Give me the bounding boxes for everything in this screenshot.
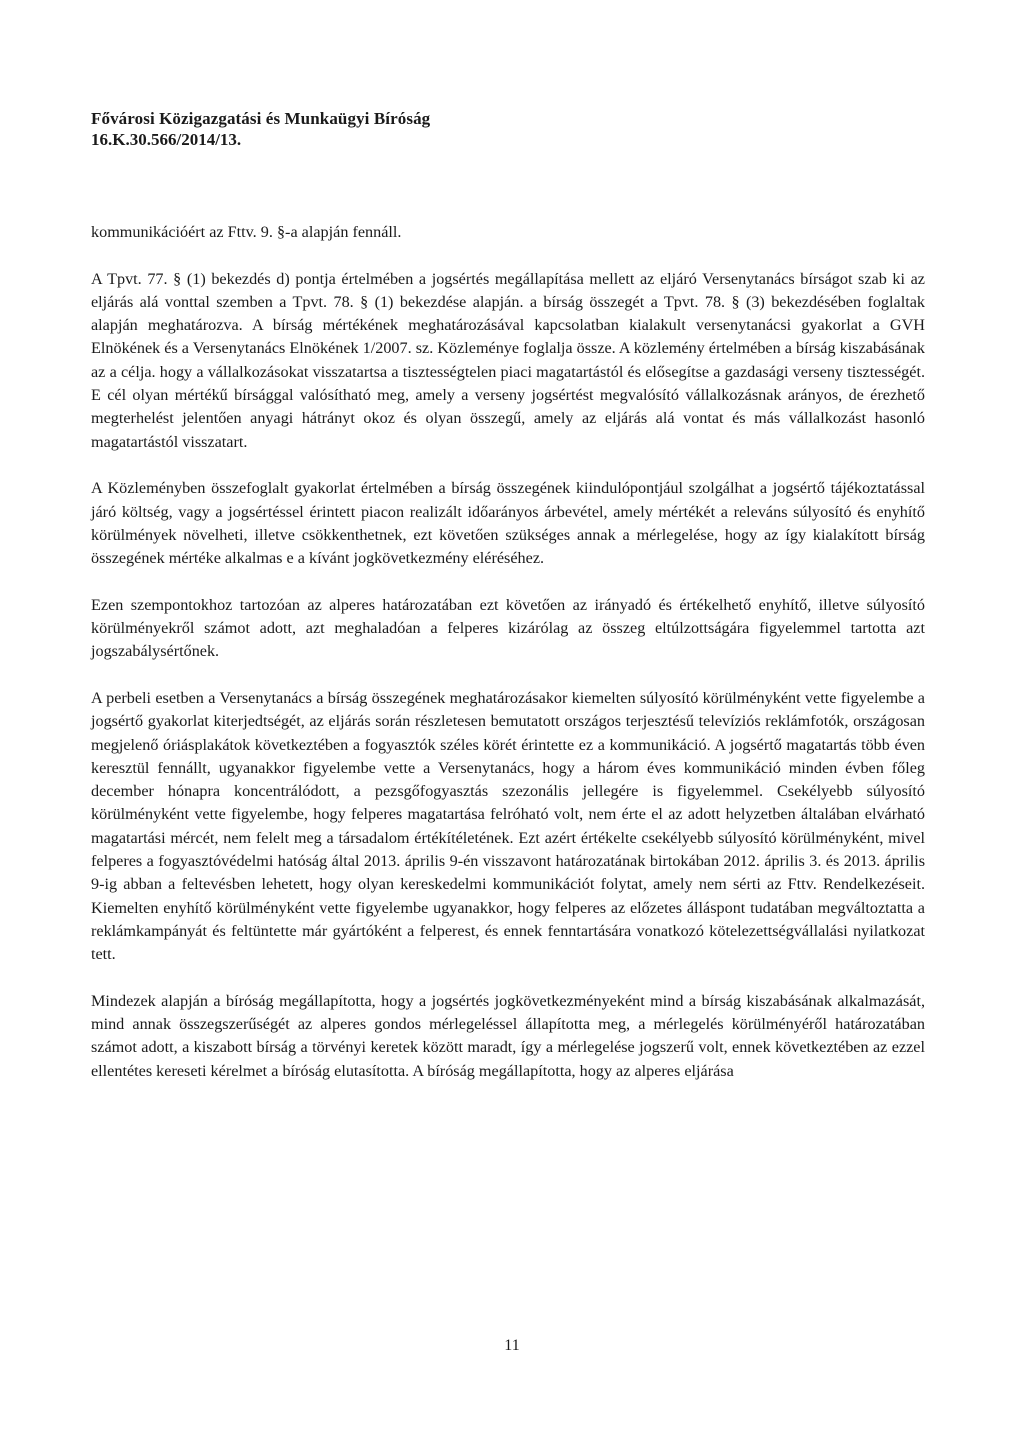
- case-number: 16.K.30.566/2014/13.: [91, 130, 242, 149]
- paragraph-defendant-considerations: Ezen szempontokhoz tartozóan az alperes határozatában ezt követően az irányadó és értékelhető enyhítő, illetve súlyosító körülményekről számot adott, azt meghaladóan a felperes kizárólag az összeg eltúlzottságára figyelemmel tartotta azt jogszabálysértőnek.: [91, 595, 925, 661]
- paragraph-notice-practice: A Közleményben összefoglalt gyakorlat értelmében a bírság összegének kiindulópontjául szolgálhat a jogsértő tájékoztatással járó költség, vagy a jogsértéssel érintett piacon realizált időarányos árbevétel, amely mértékét a releváns súlyosító és enyhítő körülmények növelheti, illetve csökkenthetnek, ezt követően szükséges annak a mérlegelése, hogy az így kialakított bírság összegének mértéke alkalmas e a kívánt jogkövetkezmény eléréséhez.: [91, 479, 925, 568]
- document-body: [91, 221, 925, 1106]
- court-name: Fővárosi Közigazgatási és Munkaügyi Bíróság: [91, 109, 431, 128]
- paragraph-court-conclusion: Mindezek alapján a bíróság megállapította, hogy a jogsértés jogkövetkezményeként mind a bírság kiszabásának alkalmazását, mind annak összegszerűségét az alperes gondos mérlegeléssel állapította meg, a mérlegelés körülményéről határozatában számot adott, a kiszabott bírság a törvényi keretek között maradt, így a mérlegelése jogszerű volt, ennek következtében az ezzel ellentétes kereseti kérelmet a bíróság elutasította. A bíróság megállapította, hogy az alperes eljárása: [91, 991, 925, 1080]
- document-header: [91, 108, 931, 150]
- paragraph-fine-legal-basis: A Tpvt. 77. § (1) bekezdés d) pontja értelmében a jogsértés megállapítása mellett az eljáró Versenytanács bírságot szab ki az eljárás alá vonttal szemben a Tpvt. 78. § (1) bekezdése alapján. a bírság összegét a Tpvt. 78. § (3) bekezdésében foglaltak alapján meghatározva. A bírság mértékének meghatározásával kapcsolatban kialakult versenytanácsi gyakorlat a GVH Elnökének és a Versenytanács Elnökének 1/2007. sz. Közleménye foglalja össze. A közlemény értelmében a bírság kiszabásának az a célja. hogy a vállalkozásokat visszatartsa a tisztességtelen piaci magatartástól és elősegítse a gazdasági verseny tisztességét. E cél olyan mértékű bírsággal valósítható meg, amely a verseny jogsértést megvalósító vállalkozásnak arányos, de érezhető megterhelést jelentően anyagi hátrányt okoz és olyan összegű, amely az eljárás alá vontat és más vállalkozást hasonló magatartástól visszatart.: [91, 269, 925, 451]
- page-number: 11: [504, 1337, 520, 1354]
- paragraph-continuation: kommunikációért az Fttv. 9. §-a alapján fennáll.: [91, 223, 402, 241]
- paragraph-aggravating-mitigating: A perbeli esetben a Versenytanács a bírság összegének meghatározásakor kiemelten súlyosító körülményként vette figyelembe a jogsértő gyakorlat kiterjedtségét, az eljárás során részletesen bemutatott országos terjesztésű televíziós reklámfotók, országosan megjelenő óriásplakátok következtében a fogyasztók széles körét érintette ez a kommunikáció. A jogsértő magatartás több éven keresztül fennállt, ugyanakkor figyelembe vette a Versenytanács, hogy a három éves kommunikáció minden évben főleg december hónapra koncentrálódott, a pezsgőfogyasztás szezonális jellegére is figyelemmel. Csekélyebb súlyosító körülményként vette figyelembe, hogy felperes magatartása felróható volt, nem érte el az adott helyzetben általában elvárható magatartási mércét, nem felelt meg a társadalom értékítéletének. Ezt azért értékelte csekélyebb súlyosító körülményként, mivel felperes a fogyasztóvédelmi hatóság által 2013. április 9-én visszavont határozatának birtokában 2012. április 3. és 2013. április 9-ig abban a feltevésben lehetett, hogy olyan kereskedelmi kommunikációt folytat, amely nem sérti az Fttv. Rendelkezéseit. Kiemelten enyhítő körülményként vette figyelembe ugyanakkor, hogy felperes az előzetes álláspont tudatában megváltoztatta a reklámkampányát és feltüntette már gyártóként a felperest, és ennek fenntartására vonatkozó kötelezettségvállalási nyilatkozat tett.: [91, 688, 925, 964]
